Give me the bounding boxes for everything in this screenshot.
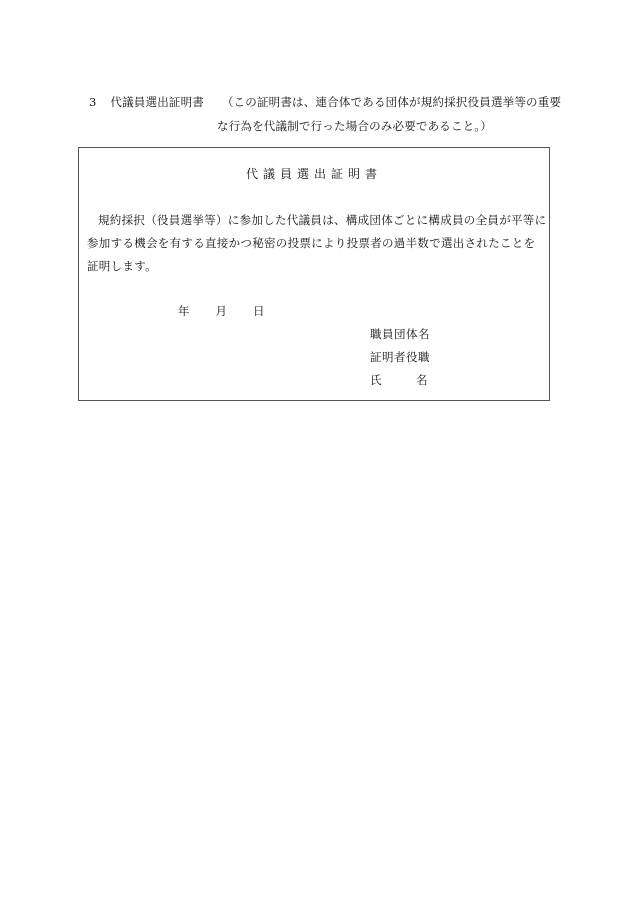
- certificate-body: 規約採択（役員選挙等）に参加した代議員は、構成団体ごとに構成員の全員が平等に参加する機会を有する直接かつ秘密の投票により投票者の過半数で選出されたことを証明します。: [87, 213, 547, 273]
- date-month-label: 月: [215, 304, 227, 318]
- section-note-line1: （この証明書は、連合体である団体が規約採択役員選挙等の重要: [221, 95, 562, 109]
- section-number: 3: [89, 95, 97, 109]
- name-label: [370, 372, 428, 388]
- date-year-label: 年: [178, 304, 190, 318]
- name-label-second: 名: [416, 373, 428, 387]
- date-day-label: 日: [253, 304, 265, 318]
- certifier-title-label: 証明者役職: [370, 350, 430, 364]
- certificate-box: [78, 147, 550, 401]
- name-label-first: 氏: [370, 373, 382, 387]
- section-title: 代議員選出証明書: [110, 95, 204, 109]
- section-note-line2: な行為を代議制で行った場合のみ必要であること。）: [217, 119, 493, 133]
- date-line: [178, 303, 265, 319]
- org-name-label: 職員団体名: [370, 327, 430, 341]
- certificate-title: 代議員選出証明書: [245, 167, 382, 181]
- section-heading: [89, 94, 561, 110]
